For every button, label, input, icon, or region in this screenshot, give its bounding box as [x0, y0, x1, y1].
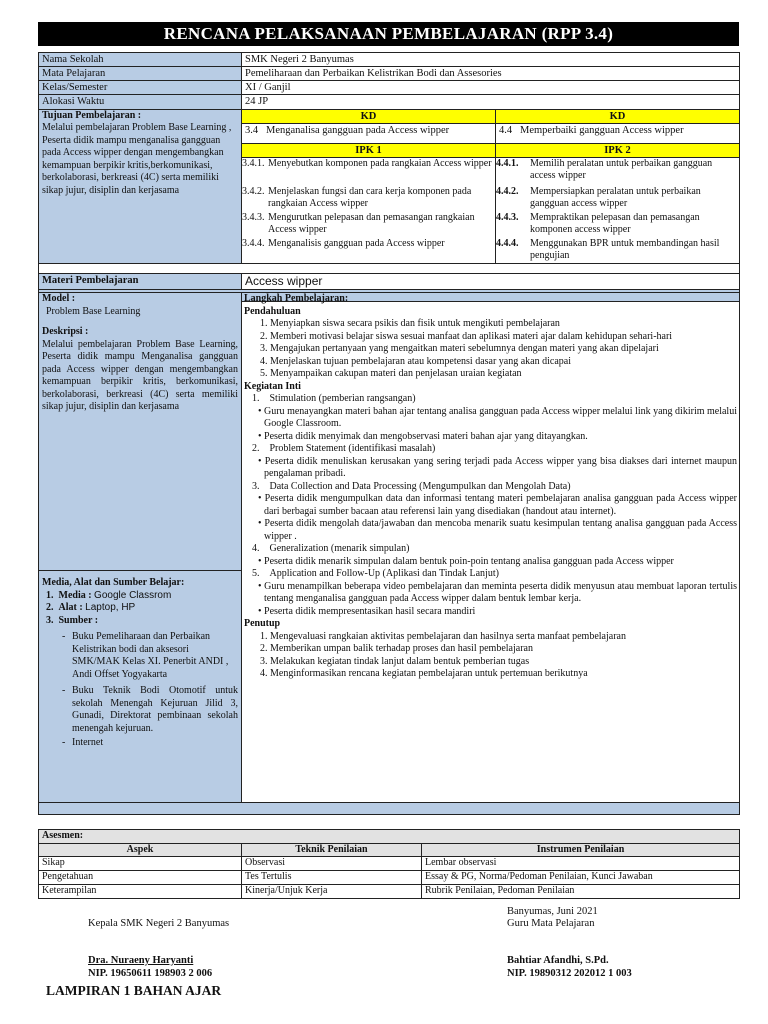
value-alokasi-waktu: 24 JP [242, 95, 740, 109]
list-item: 1. Mengevaluasi rangkaian aktivitas pembelajaran dan hasilnya serta manfaat pembelajaran [270, 631, 737, 644]
sumber-list [42, 631, 238, 750]
inti-bullet: • Peserta didik mengolah data/jawaban dan mencoba menarik suatu kesimpulan tentang analisa gangguan pada Access wipper . [258, 518, 737, 542]
penutup-heading: Penutup [244, 618, 281, 629]
inti-bullet: • Peserta didik menuliskan kerusakan yang sering terjadi pada Access wipper yang bisa diakses dari internet maupun pengalaman pribadi. [258, 455, 737, 479]
ipk-item: 3.4.2. Menjelaskan fungsi dan cara kerja komponen pada rangkaian Access wipper [242, 185, 472, 210]
media-item: 3. Sumber : [46, 614, 99, 626]
inti-bullet: • Peserta didik menarik simpulan dalam bentuk poin-poin tentang analisa gangguan pada Access wipper [258, 555, 674, 567]
identity-table [38, 52, 740, 302]
inti-bullet: • Peserta didik menyimak dan mengobservasi materi bahan ajar yang ditayangkan. [258, 430, 588, 442]
value-nama-sekolah: SMK Negeri 2 Banyumas [242, 53, 740, 67]
table-row: Sikap Observasi Lembar observasi [39, 857, 740, 871]
tujuan-heading: Tujuan Pembelajaran : [42, 109, 142, 121]
ipk-item: 4.4.2. Mempersiapkan peralatan untuk perbaikan gangguan access wipper [496, 185, 701, 210]
media-label: Media, Alat dan Sumber Belajar: [42, 577, 185, 588]
right-nip: NIP. 19890312 202012 1 003 [507, 968, 632, 979]
place-date: Banyumas, Juni 2021 [507, 906, 598, 917]
ipk-item: 3.4.1. Menyebutkan komponen pada rangkaian Access wipper [242, 157, 492, 169]
media-cell [39, 571, 242, 803]
kd-4-4-num: 4.4 [499, 124, 513, 136]
footer-lampiran: LAMPIRAN 1 BAHAN AJAR [46, 983, 222, 998]
kd-3-4-text: Menganalisa gangguan pada Access wipper [266, 124, 450, 136]
model-value: Problem Base Learning [46, 305, 141, 317]
list-item: - Internet [62, 737, 104, 748]
label-nama-sekolah: Nama Sekolah [39, 53, 242, 67]
value-mata-pelajaran: Pemeliharaan dan Perbaikan Kelistrikan Bodi dan Assesories [242, 67, 740, 81]
list-item: 2. Memberi motivasi belajar siswa sesuai manfaat dan aplikasi materi ajar dalam kehidupan sehari-hari [270, 331, 737, 344]
value-kelas-semester: XI / Ganjil [242, 81, 740, 95]
value-materi: Access wipper [242, 273, 740, 289]
inti-step: 5. Application and Follow-Up (Aplikasi dan Tindak Lanjut) [252, 568, 499, 579]
kd-header-2: KD [496, 109, 740, 123]
kd-header-1: KD [242, 109, 496, 123]
pendahuluan-list [244, 318, 737, 381]
ipk-item: 4.4.1. Memilih peralatan untuk perbaikan gangguan access wipper [496, 157, 713, 182]
ipk-1-list [242, 157, 496, 263]
ipk-header-2: IPK 2 [496, 143, 740, 157]
asesmen-label: Asesmen: [39, 830, 740, 844]
model-label: Model : [42, 293, 76, 304]
list-item: 4. Menginformasikan rencana kegiatan pembelajaran untuk pertemuan berikutnya [270, 668, 737, 681]
list-item: 3. Melakukan kegiatan tindak lanjut dalam bentuk pemberian tugas [270, 656, 737, 669]
list-item: - Buku Pemeliharaan dan Perbaikan Kelistrikan bodi dan aksesori SMK/MAK Kelas XI. Penerbit ANDI , Andi Offset Yogyakarta [62, 631, 229, 680]
list-item: 2. Memberikan umpan balik terhadap proses dan hasil pembelajaran [270, 643, 737, 656]
penutup-list [244, 631, 737, 681]
inti-step: 2. Problem Statement (identifikasi masalah) [252, 443, 436, 454]
ipk-item: 3.4.4. Menganalisis gangguan pada Access wipper [242, 237, 445, 249]
kd-4-4 [496, 123, 740, 143]
ipk-item: 4.4.4. Menggunakan BPR untuk membandingan hasil pengujian [496, 237, 720, 262]
media-item: 1. Media : Google Classrom [46, 589, 172, 601]
left-role: Kepala SMK Negeri 2 Banyumas [88, 918, 230, 929]
ipk-2-list [496, 157, 740, 263]
table-row: Pengetahuan Tes Tertulis Essay & PG, Norma/Pedoman Penilaian, Kunci Jawaban [39, 871, 740, 885]
inti-bullet: • Guru menampilkan beberapa video pembelajaran dan meminta peserta didik menyusun atau membuat laporan tertulis tentang menganalisa gangguan pada Access wipper dalam bentuk lembar kerja. [258, 580, 737, 604]
langkah-table [38, 292, 740, 815]
ipk-item: 3.4.3. Mengurutkan pelepasan dan pemasangan rangkaian Access wipper [242, 211, 475, 236]
media-item: 2. Alat : Laptop, HP [46, 602, 136, 613]
asesmen-table [38, 829, 740, 899]
tujuan-cell [39, 109, 242, 263]
kd-3-4-num: 3.4 [245, 124, 259, 136]
asesmen-header-instrumen: Instrumen Penilaian [422, 843, 740, 857]
table-row: Keterampilan Kinerja/Unjuk Kerja Rubrik Penilaian, Pedoman Penilaian [39, 885, 740, 899]
label-alokasi-waktu: Alokasi Waktu [39, 95, 242, 109]
list-item: - Buku Teknik Bodi Otomotif untuk sekolah Menengah Kejuruan Jilid 3, Gunadi, Direktorat pembinaan sekolah menengah kejuruan. [62, 685, 238, 734]
right-role: Guru Mata Pelajaran [507, 918, 595, 929]
label-materi: Materi Pembelajaran [39, 273, 242, 289]
left-nip: NIP. 19650611 198903 2 006 [88, 968, 213, 979]
left-name: Dra. Nuraeny Haryanti [88, 955, 194, 966]
inti-bullet: • Peserta didik mengumpulkan data dan informasi tentang materi pembelajaran analisa gangguan pada Access wipper dari berbagai sumber bacaan atau referensi lain yang disediakan (handout atau internet). [258, 493, 737, 517]
deskripsi-text: Melalui pembelajaran Problem Base Learning, Peserta didik mampu Menganalisa gangguan pada Access wipper dengan mengembangkan kemampuan berpikir kritis, berkomunikasi, berkolaborasi, berkreasi (4C) serta memiliki sikap jujur, disiplin dan kerjasama [42, 338, 238, 412]
kd-3-4 [242, 123, 496, 143]
inti-step: 1. Stimulation (pemberian rangsangan) [252, 393, 416, 404]
pendahuluan-heading: Pendahuluan [244, 305, 301, 317]
list-item: 3. Mengajukan pertanyaan yang mengaitkan materi sebelumnya dengan materi yang akan dipelajari [270, 343, 737, 356]
langkah-cell [242, 293, 740, 803]
tujuan-text: Melalui pembelajaran Problem Base Learning , Peserta didik mampu menganalisa gangguan pada Access wipper dengan mengembangkan kemampuan berpikir kritis,berkomunikasi, berkolaborasi, berkreasi (4C) serta memiliki sikap jujur, disiplin dan kerjasama [42, 122, 232, 196]
model-cell [39, 293, 242, 571]
inti-heading: Kegiatan Inti [244, 380, 301, 392]
inti-bullet: • Guru menayangkan materi bahan ajar tentang analisa gangguan pada Access wipper melalui link yang dikirim melalui Google Classroom. [258, 405, 737, 429]
list-item: 1. Menyiapkan siswa secara psikis dan fisik untuk mengikuti pembelajaran [270, 318, 737, 331]
label-mata-pelajaran: Mata Pelajaran [39, 67, 242, 81]
inti-bullet: • Peserta didik mempresentasikan hasil secara mandiri [258, 605, 476, 617]
ipk-item: 4.4.3. Mempraktikan pelepasan dan pemasangan komponen access wipper [496, 211, 700, 236]
asesmen-header-teknik: Teknik Penilaian [242, 843, 422, 857]
list-item: 5. Menyampaikan cakupan materi dan penjelasan uraian kegiatan [270, 368, 737, 381]
ipk-header-1: IPK 1 [242, 143, 496, 157]
asesmen-header-aspek: Aspek [39, 843, 242, 857]
langkah-heading: Langkah Pembelajaran: [244, 293, 349, 304]
label-kelas-semester: Kelas/Semester [39, 81, 242, 95]
list-item: 4. Menjelaskan tujuan pembelajaran atau kompetensi dasar yang akan dicapai [270, 356, 737, 369]
inti-step: 4. Generalization (menarik simpulan) [252, 543, 410, 554]
inti-step: 3. Data Collection and Data Processing (Mengumpulkan dan Mengolah Data) [252, 480, 571, 492]
page-title: RENCANA PELAKSANAAN PEMBELAJARAN (RPP 3.4) [38, 22, 739, 46]
right-name: Bahtiar Afandhi, S.Pd. [507, 955, 609, 966]
kd-4-4-text: Memperbaiki gangguan Access wipper [520, 124, 684, 136]
deskripsi-label: Deskripsi : [42, 326, 89, 337]
